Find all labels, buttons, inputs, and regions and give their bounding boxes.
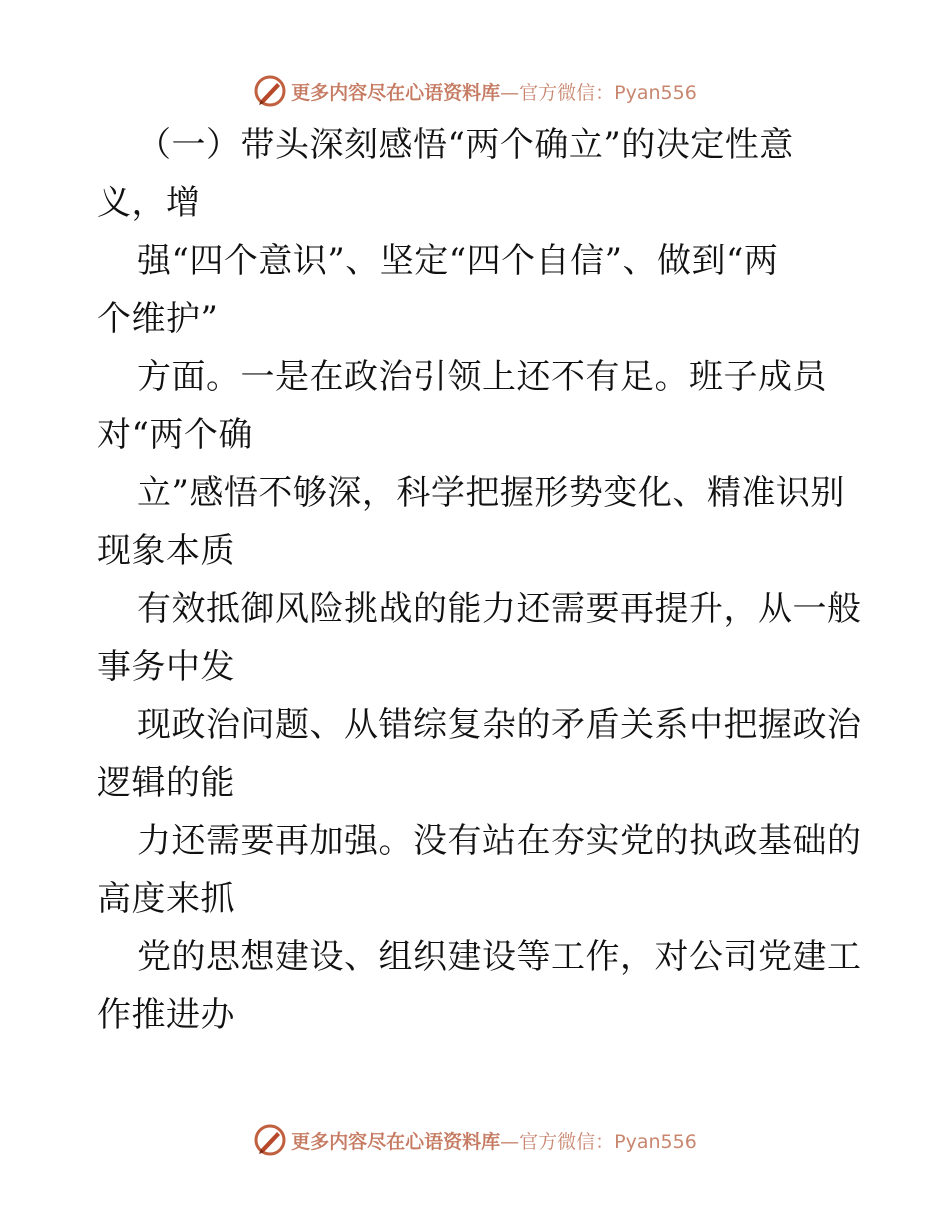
pen-logo-icon [253, 74, 287, 108]
footer-watermark [0, 1122, 950, 1158]
text-line: 立”感悟不够深，科学把握形势变化、精准识别 [137, 473, 845, 513]
text-line: 强“四个意识”、坚定“四个自信”、做到“两 [137, 241, 779, 281]
text-line: 义，增 [97, 183, 201, 223]
text-line: 高度来抓 [97, 879, 235, 919]
text-line: 现政治问题、从错综复杂的矛盾关系中把握政治 [137, 705, 862, 745]
text-line: 作推进办 [97, 995, 235, 1035]
text-line: 党的思想建设、组织建设等工作，对公司党建工 [137, 937, 862, 977]
text-line: 个维护” [97, 299, 219, 339]
header-watermark [0, 73, 950, 109]
text-line: 有效抵御风险挑战的能力还需要再提升，从一般 [137, 589, 862, 629]
banner-wechat-text: 官方微信：Pyan556 [519, 81, 697, 104]
text-line: 力还需要再加强。没有站在夯实党的执政基础的 [137, 821, 862, 861]
text-line: （一）带头深刻感悟“两个确立”的决定性意 [137, 125, 794, 165]
banner-brand-text: 更多内容尽在心语资料库 [291, 1130, 501, 1153]
document-body [97, 116, 862, 1044]
banner-dash: — [500, 81, 520, 104]
banner-wechat-text: 官方微信：Pyan556 [519, 1130, 697, 1153]
text-line: 逻辑的能 [97, 763, 235, 803]
banner-dash: — [500, 1130, 520, 1153]
text-line: 现象本质 [97, 531, 235, 571]
text-line: 方面。一是在政治引领上还不有足。班子成员 [137, 357, 827, 397]
text-line: 事务中发 [97, 647, 235, 687]
banner-brand-text: 更多内容尽在心语资料库 [291, 81, 501, 104]
pen-logo-icon [253, 1123, 287, 1157]
text-line: 对“两个确 [97, 415, 253, 455]
